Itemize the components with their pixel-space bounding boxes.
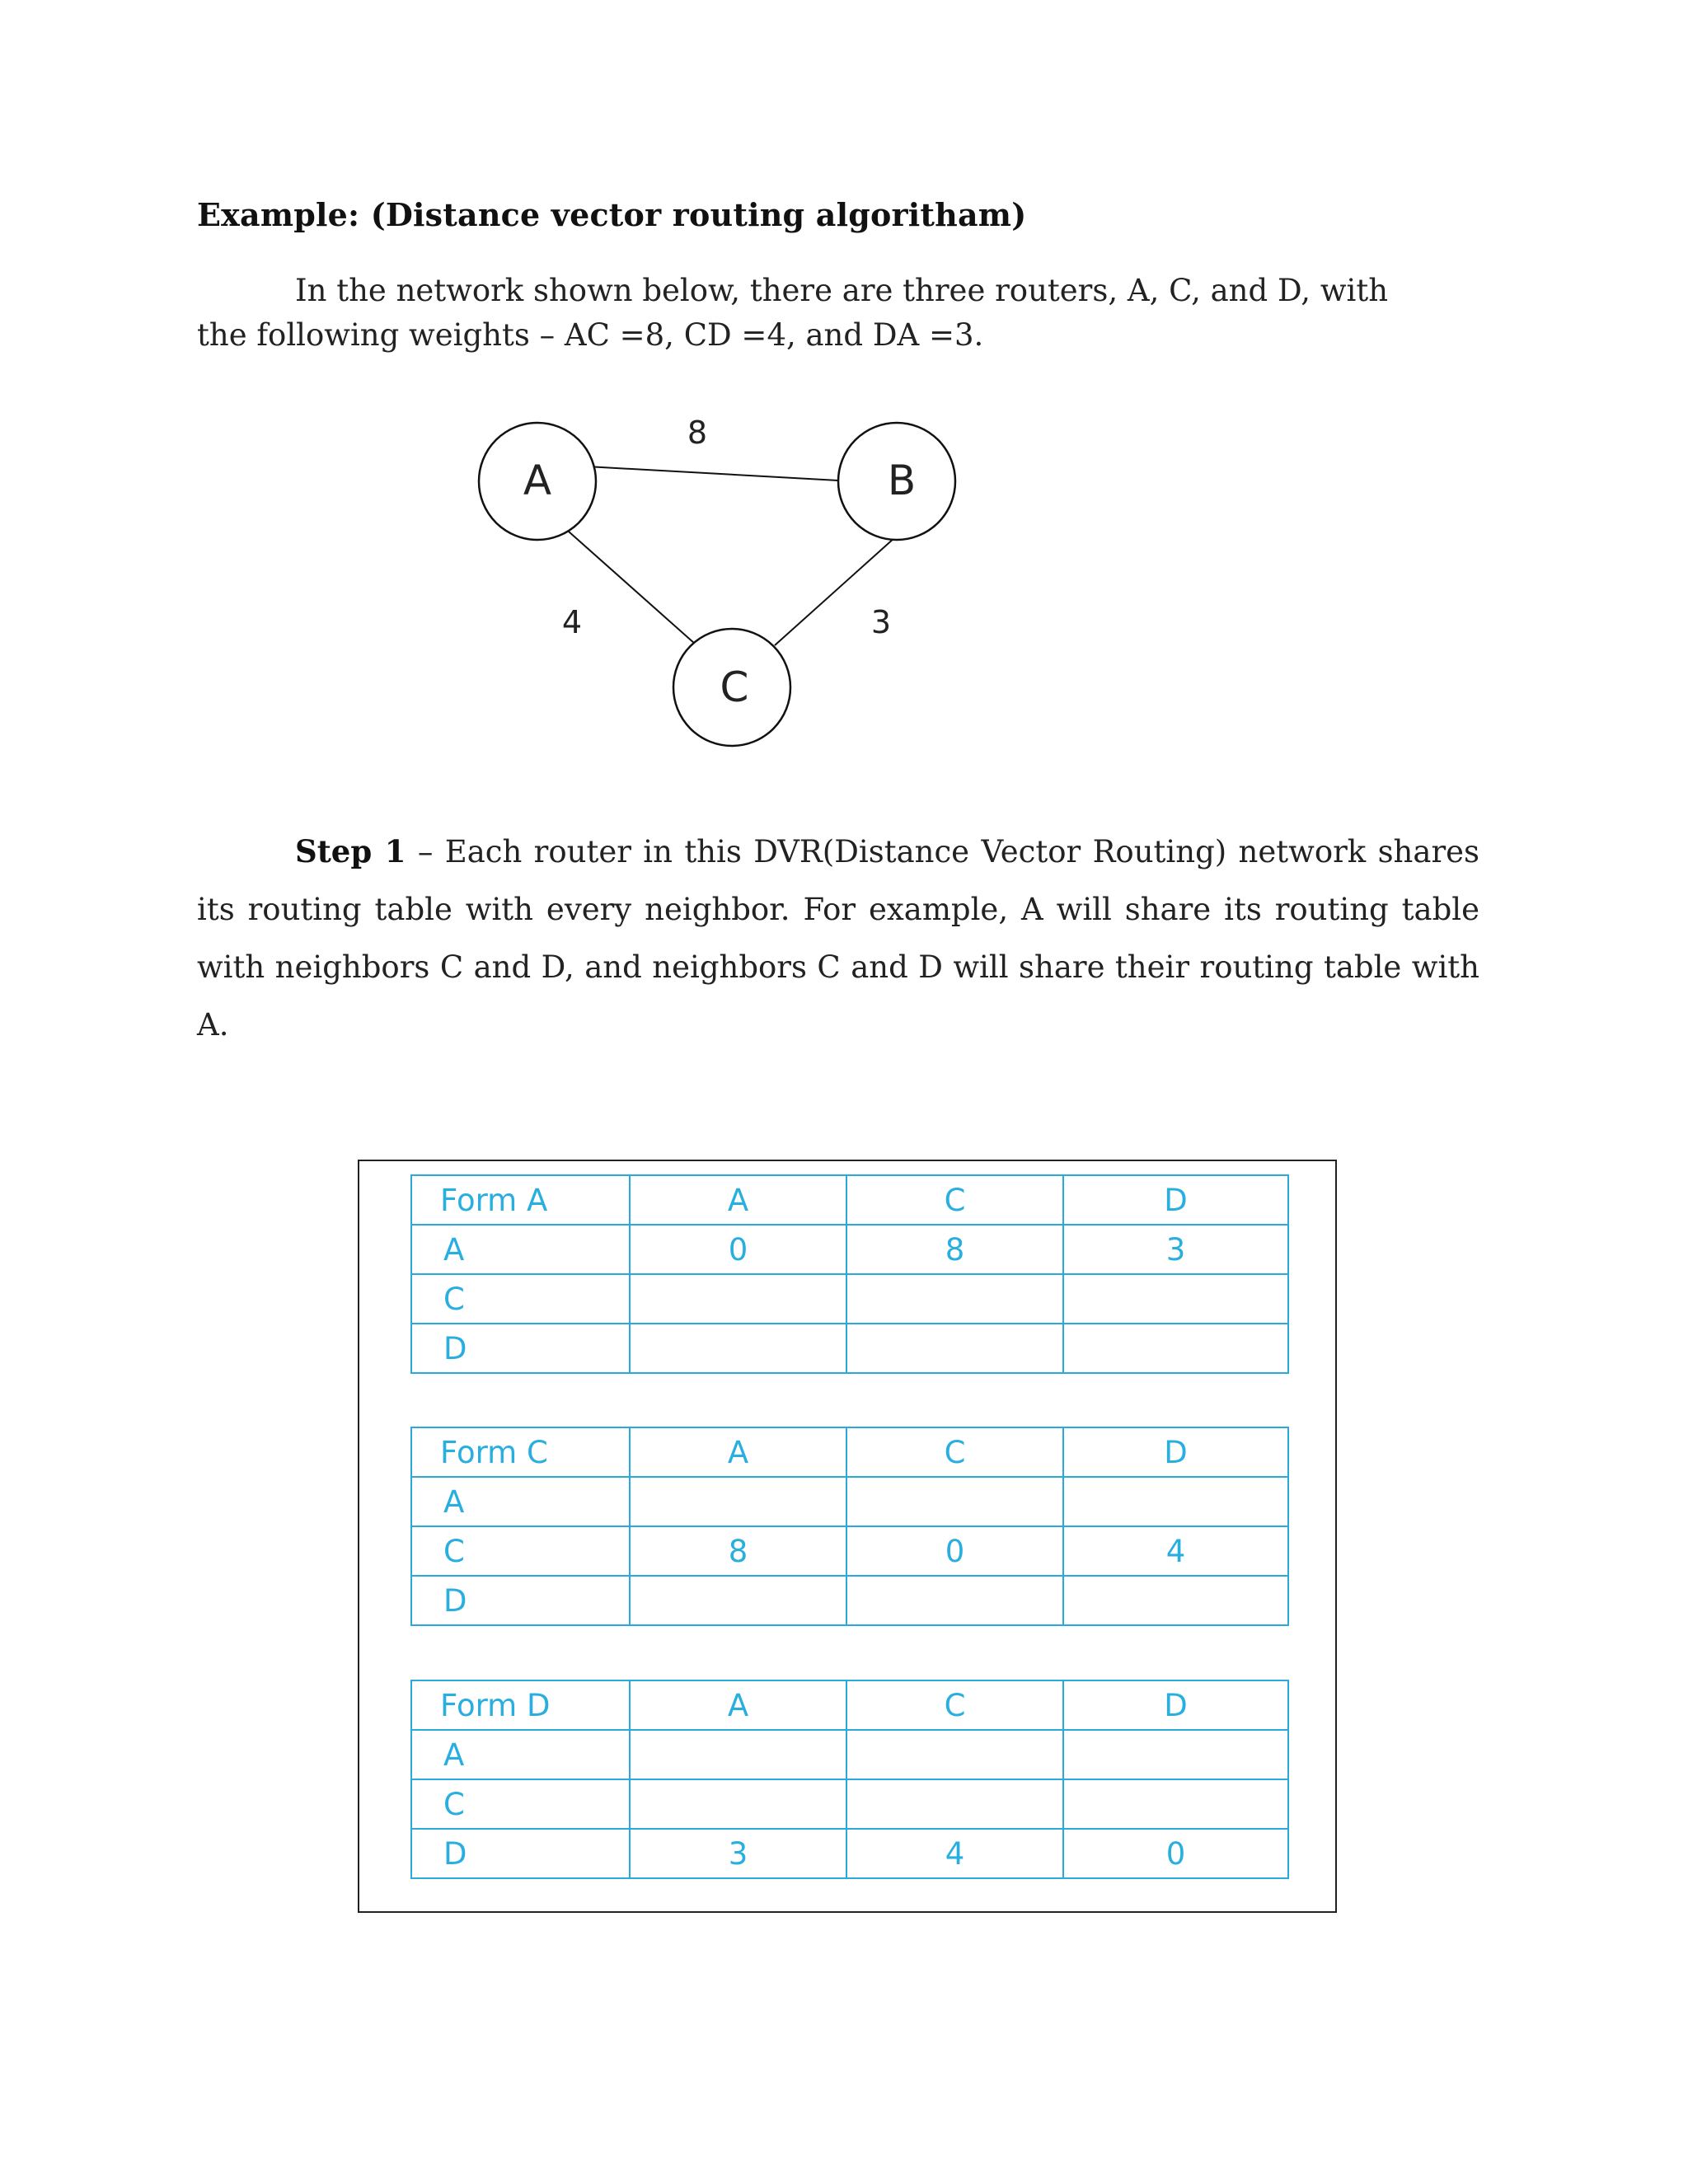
- table-row: [411, 1526, 1288, 1576]
- routing-table-from-a: [410, 1174, 1289, 1374]
- table-cell: 8: [846, 1225, 1063, 1274]
- column-header: A: [630, 1680, 846, 1730]
- edge-b-c-weight: 3: [870, 604, 892, 640]
- table-row: [411, 1274, 1288, 1324]
- table-row: [411, 1779, 1288, 1829]
- step-1-text: Each router in this DVR(Distance Vector Routing) network shares its routing table with every neighbor. For example, A will share its routing table with neighbors C and D, and neighbors C and D will share their routing table with A.: [197, 834, 1480, 1043]
- table-title: Form A: [411, 1175, 630, 1225]
- step-1-label: Step 1: [295, 833, 406, 869]
- table-cell: [846, 1274, 1063, 1324]
- table-cell: 4: [846, 1829, 1063, 1878]
- table-header-row: [411, 1427, 1288, 1477]
- edge-a-c: [569, 532, 695, 644]
- row-label: C: [411, 1526, 630, 1576]
- table-cell: [1063, 1324, 1288, 1373]
- table-cell: [630, 1477, 846, 1526]
- step-1-paragraph: [197, 823, 1479, 1054]
- routing-table-from-c: [410, 1427, 1289, 1626]
- table-cell: [630, 1779, 846, 1829]
- table-cell: [1063, 1576, 1288, 1625]
- column-header: D: [1063, 1175, 1288, 1225]
- table-cell: 0: [630, 1225, 846, 1274]
- node-a-label: A: [523, 457, 552, 504]
- table-cell: [1063, 1274, 1288, 1324]
- row-label: A: [411, 1477, 630, 1526]
- table-cell: [846, 1324, 1063, 1373]
- edge-a-b: [587, 466, 839, 480]
- table-cell: [630, 1730, 846, 1779]
- table-cell: [846, 1779, 1063, 1829]
- table-row: [411, 1225, 1288, 1274]
- row-label: D: [411, 1576, 630, 1625]
- example-heading: Example: (Distance vector routing algoritham): [197, 196, 1027, 233]
- table-header-row: [411, 1680, 1288, 1730]
- step-1-dash: –: [417, 834, 434, 869]
- table-cell: [630, 1324, 846, 1373]
- node-c-label: C: [720, 663, 749, 711]
- table-cell: 8: [630, 1526, 846, 1576]
- row-label: D: [411, 1324, 630, 1373]
- network-diagram: [0, 0, 1688, 824]
- table-cell: [1063, 1477, 1288, 1526]
- column-header: C: [846, 1680, 1063, 1730]
- column-header: C: [846, 1427, 1063, 1477]
- edge-a-c-weight: 4: [561, 604, 583, 640]
- column-header: A: [630, 1175, 846, 1225]
- row-label: A: [411, 1225, 630, 1274]
- row-label: C: [411, 1274, 630, 1324]
- intro-line-2: the following weights – AC =8, CD =4, and DA =3.: [197, 317, 984, 353]
- table-row: [411, 1829, 1288, 1878]
- table-cell: 0: [846, 1526, 1063, 1576]
- table-title: Form D: [411, 1680, 630, 1730]
- table-cell: 3: [630, 1829, 846, 1878]
- row-label: D: [411, 1829, 630, 1878]
- table-title: Form C: [411, 1427, 630, 1477]
- table-header-row: [411, 1175, 1288, 1225]
- row-label: A: [411, 1730, 630, 1779]
- table-cell: 0: [1063, 1829, 1288, 1878]
- column-header: D: [1063, 1680, 1288, 1730]
- table-cell: [1063, 1730, 1288, 1779]
- table-cell: 4: [1063, 1526, 1288, 1576]
- column-header: D: [1063, 1427, 1288, 1477]
- table-cell: 3: [1063, 1225, 1288, 1274]
- edge-a-b-weight: 8: [687, 415, 708, 451]
- table-row: [411, 1477, 1288, 1526]
- table-cell: [1063, 1779, 1288, 1829]
- table-row: [411, 1324, 1288, 1373]
- routing-table-from-d: [410, 1680, 1289, 1879]
- table-cell: [630, 1576, 846, 1625]
- row-label: C: [411, 1779, 630, 1829]
- column-header: C: [846, 1175, 1063, 1225]
- intro-line-1: In the network shown below, there are three routers, A, C, and D, with: [295, 273, 1389, 308]
- table-row: [411, 1576, 1288, 1625]
- table-cell: [846, 1576, 1063, 1625]
- node-b-label: B: [887, 457, 917, 504]
- table-row: [411, 1730, 1288, 1779]
- table-cell: [846, 1730, 1063, 1779]
- table-cell: [630, 1274, 846, 1324]
- table-cell: [846, 1477, 1063, 1526]
- column-header: A: [630, 1427, 846, 1477]
